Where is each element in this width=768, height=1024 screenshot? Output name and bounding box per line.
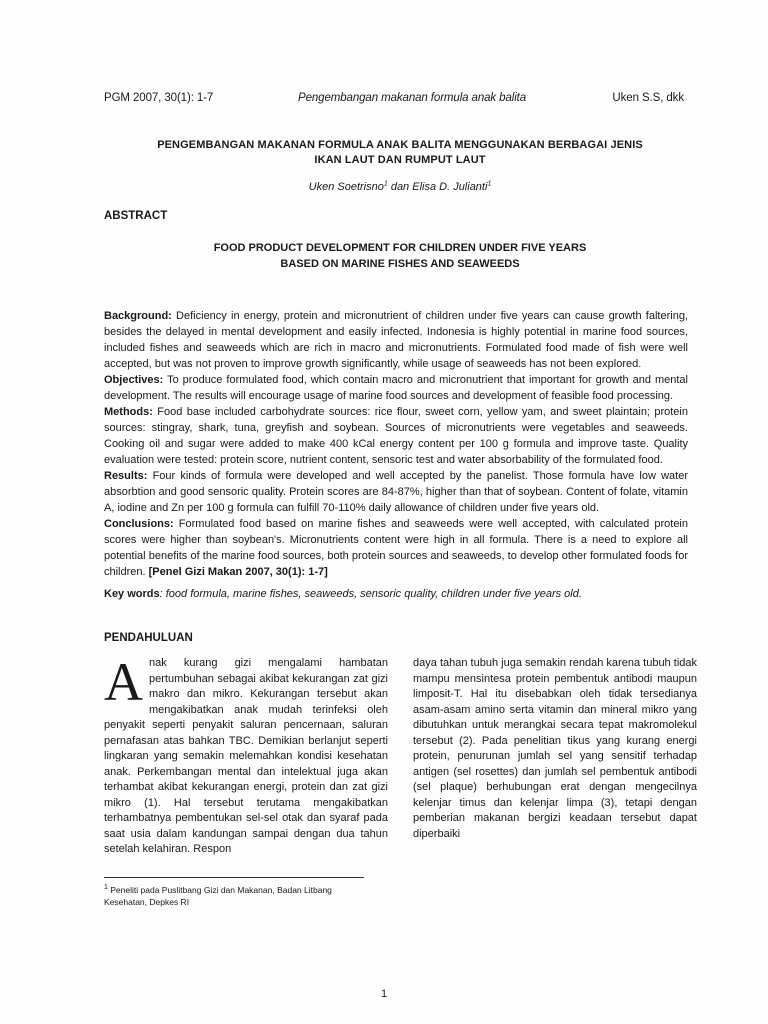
section-heading-introduction: PENDAHULUAN xyxy=(104,632,193,644)
abstract-heading: ABSTRACT xyxy=(104,210,168,222)
footnote-mark: 1 xyxy=(104,884,108,892)
background-label: Background: xyxy=(104,310,172,322)
english-title-line-1: FOOD PRODUCT DEVELOPMENT FOR CHILDREN UNDER FIVE YEARS xyxy=(213,242,587,254)
conclusions-label: Conclusions: xyxy=(104,518,174,530)
footnote-line-1-text: Peneliti pada Puslitbang Gizi dan Makanan, Badan Litbang xyxy=(107,885,332,895)
abstract-background xyxy=(104,308,688,372)
intro-right-text: daya tahan tubuh juga semakin rendah karena tubuh tidak mampu mensintesa protein pembentuk antibodi maupun limposit-T. Hal itu disebabkan oleh tidak tersedianya asam-asam amino serta vitamin dan mineral mikro yang dibutuhkan untuk merangkai secara tepat makromolekul tersebut (2). Pada penelitian tikus yang kurang energi protein, penurunan jumlah sel yang sensitif terhadap antigen (sel rosettes) dan jumlah sel pembentuk antibodi (sel plaque) berhubungan erat dengan mengecilnya kelenjar timus dan kelenjar limpa (3), tetapi dengan pemberian makanan bergizi keadaan tersebut dapat diperbaiki xyxy=(413,657,697,840)
objectives-label: Objectives: xyxy=(104,374,164,386)
journal-citation: [Penel Gizi Makan 2007, 30(1): 1-7] xyxy=(148,566,328,578)
author-1: Uken Soetrisno xyxy=(308,181,384,193)
abstract-objectives xyxy=(104,372,688,404)
running-header-authors: Uken S.S, dkk xyxy=(612,92,684,104)
running-header-citation: PGM 2007, 30(1): 1-7 xyxy=(104,92,214,104)
page-number: 1 xyxy=(380,988,388,1000)
english-title xyxy=(120,240,680,272)
abstract-conclusions xyxy=(104,516,688,580)
footnote-line-1 xyxy=(104,884,404,896)
paper-title-line-1: PENGEMBANGAN MAKANAN FORMULA ANAK BALITA MENGGUNAKAN BERBAGAI JENIS xyxy=(157,139,643,151)
footnote-line-2: Kesehatan, Depkes RI xyxy=(104,897,190,907)
running-header-title: Pengembangan makanan formula anak balita xyxy=(298,92,527,104)
abstract-methods xyxy=(104,404,688,468)
abstract-results xyxy=(104,468,688,516)
author-list xyxy=(120,181,680,193)
conclusions-text: Formulated food based on marine fishes and seaweeds were well accepted, with calculated protein scores were higher than soybean's. Micronutrients content were high in all formula. There is a need to explore all potential benefits of the marine food sources, both protein sources and seaweeds, to develop other formulated foods for children. xyxy=(104,518,688,578)
methods-label: Methods: xyxy=(104,406,153,418)
intro-left-text: nak kurang gizi mengalami hambatan pertumbuhan sebagai akibat kekurangan zat gizi makro dan mikro. Kekurangan tersebut akan mengakibatkan anak mudah terinfeksi oleh penyakit seperti penyakit saluran pencernaan, saluran pernafasan atas bahkan TBC. Demikian berlanjut seperti lingkaran yang semakin melemahkan kondisi kesehatan anak. Perkembangan mental dan intelektual juga akan terhambat akibat kekurangan energi, protein dan zat gizi mikro (1). Hal tersebut terutama mengakibatkan terhambatnya pembentukan sel-sel otak dan syaraf pada saat usia dalam kandungan sampai dengan dua tahun setelah kelahiran. Respon xyxy=(104,657,388,855)
intro-column-left xyxy=(104,652,388,858)
author-2: Elisa D. Julianti xyxy=(412,181,488,193)
abstract-body xyxy=(104,308,688,580)
drop-cap: A xyxy=(104,652,143,712)
paper-title xyxy=(120,138,680,168)
author-1-affiliation-mark: 1 xyxy=(383,180,388,188)
paper-title-line-2: IKAN LAUT DAN RUMPUT LAUT xyxy=(314,154,486,166)
results-text: Four kinds of formula were developed and well accepted by the panelist. Those formula have low water absorbtion and good sensoric quality. Protein scores are 84-87%, higher than that of soybean. Content of folate, vitamin A, iodine and Zn per 100 g formula can fulfill 70-110% daily allowance of children under five years old. xyxy=(104,470,688,514)
english-title-line-2: BASED ON MARINE FISHES AND SEAWEEDS xyxy=(280,258,520,270)
author-connector: dan xyxy=(387,181,413,193)
intro-column-right xyxy=(413,656,697,842)
results-label: Results: xyxy=(104,470,148,482)
keywords-label: Key words xyxy=(104,588,160,600)
footnote-divider xyxy=(104,877,364,878)
objectives-text: To produce formulated food, which contain macro and micronutrient that important for growth and mental development. The results will encourage usage of marine food sources and development of feasible food processing. xyxy=(104,374,688,402)
affiliation-footnote xyxy=(104,884,404,908)
keywords-text: : food formula, marine fishes, seaweeds, sensoric quality, children under five years old. xyxy=(159,588,582,600)
author-2-affiliation-mark: 1 xyxy=(487,180,492,188)
background-text: Deficiency in energy, protein and micronutrient of children under five years can cause growth faltering, besides the delayed in mental development and easily infected. Indonesia is highly potential in marine food sources, included fishes and seaweeds which are rich in macro and micronutrients. Formulated food made of fish were well accepted, but was not proven to improve growth significantly, while usage of seaweeds has not been explored. xyxy=(104,310,688,370)
methods-text: Food base included carbohydrate sources: rice flour, sweet corn, yellow yam, and sweet plaintain; protein sources: stingray, shark, tuna, greyfish and soybean. Sources of micronutrients were vegetables and seaweeds. Cooking oil and sugar were added to make 400 kCal energy content per 100 g formula and improve taste. Quality evaluation were tested: protein score, nutrient content, sensoric test and water absorbability of the formulated food. xyxy=(104,406,688,466)
keywords xyxy=(104,587,688,601)
